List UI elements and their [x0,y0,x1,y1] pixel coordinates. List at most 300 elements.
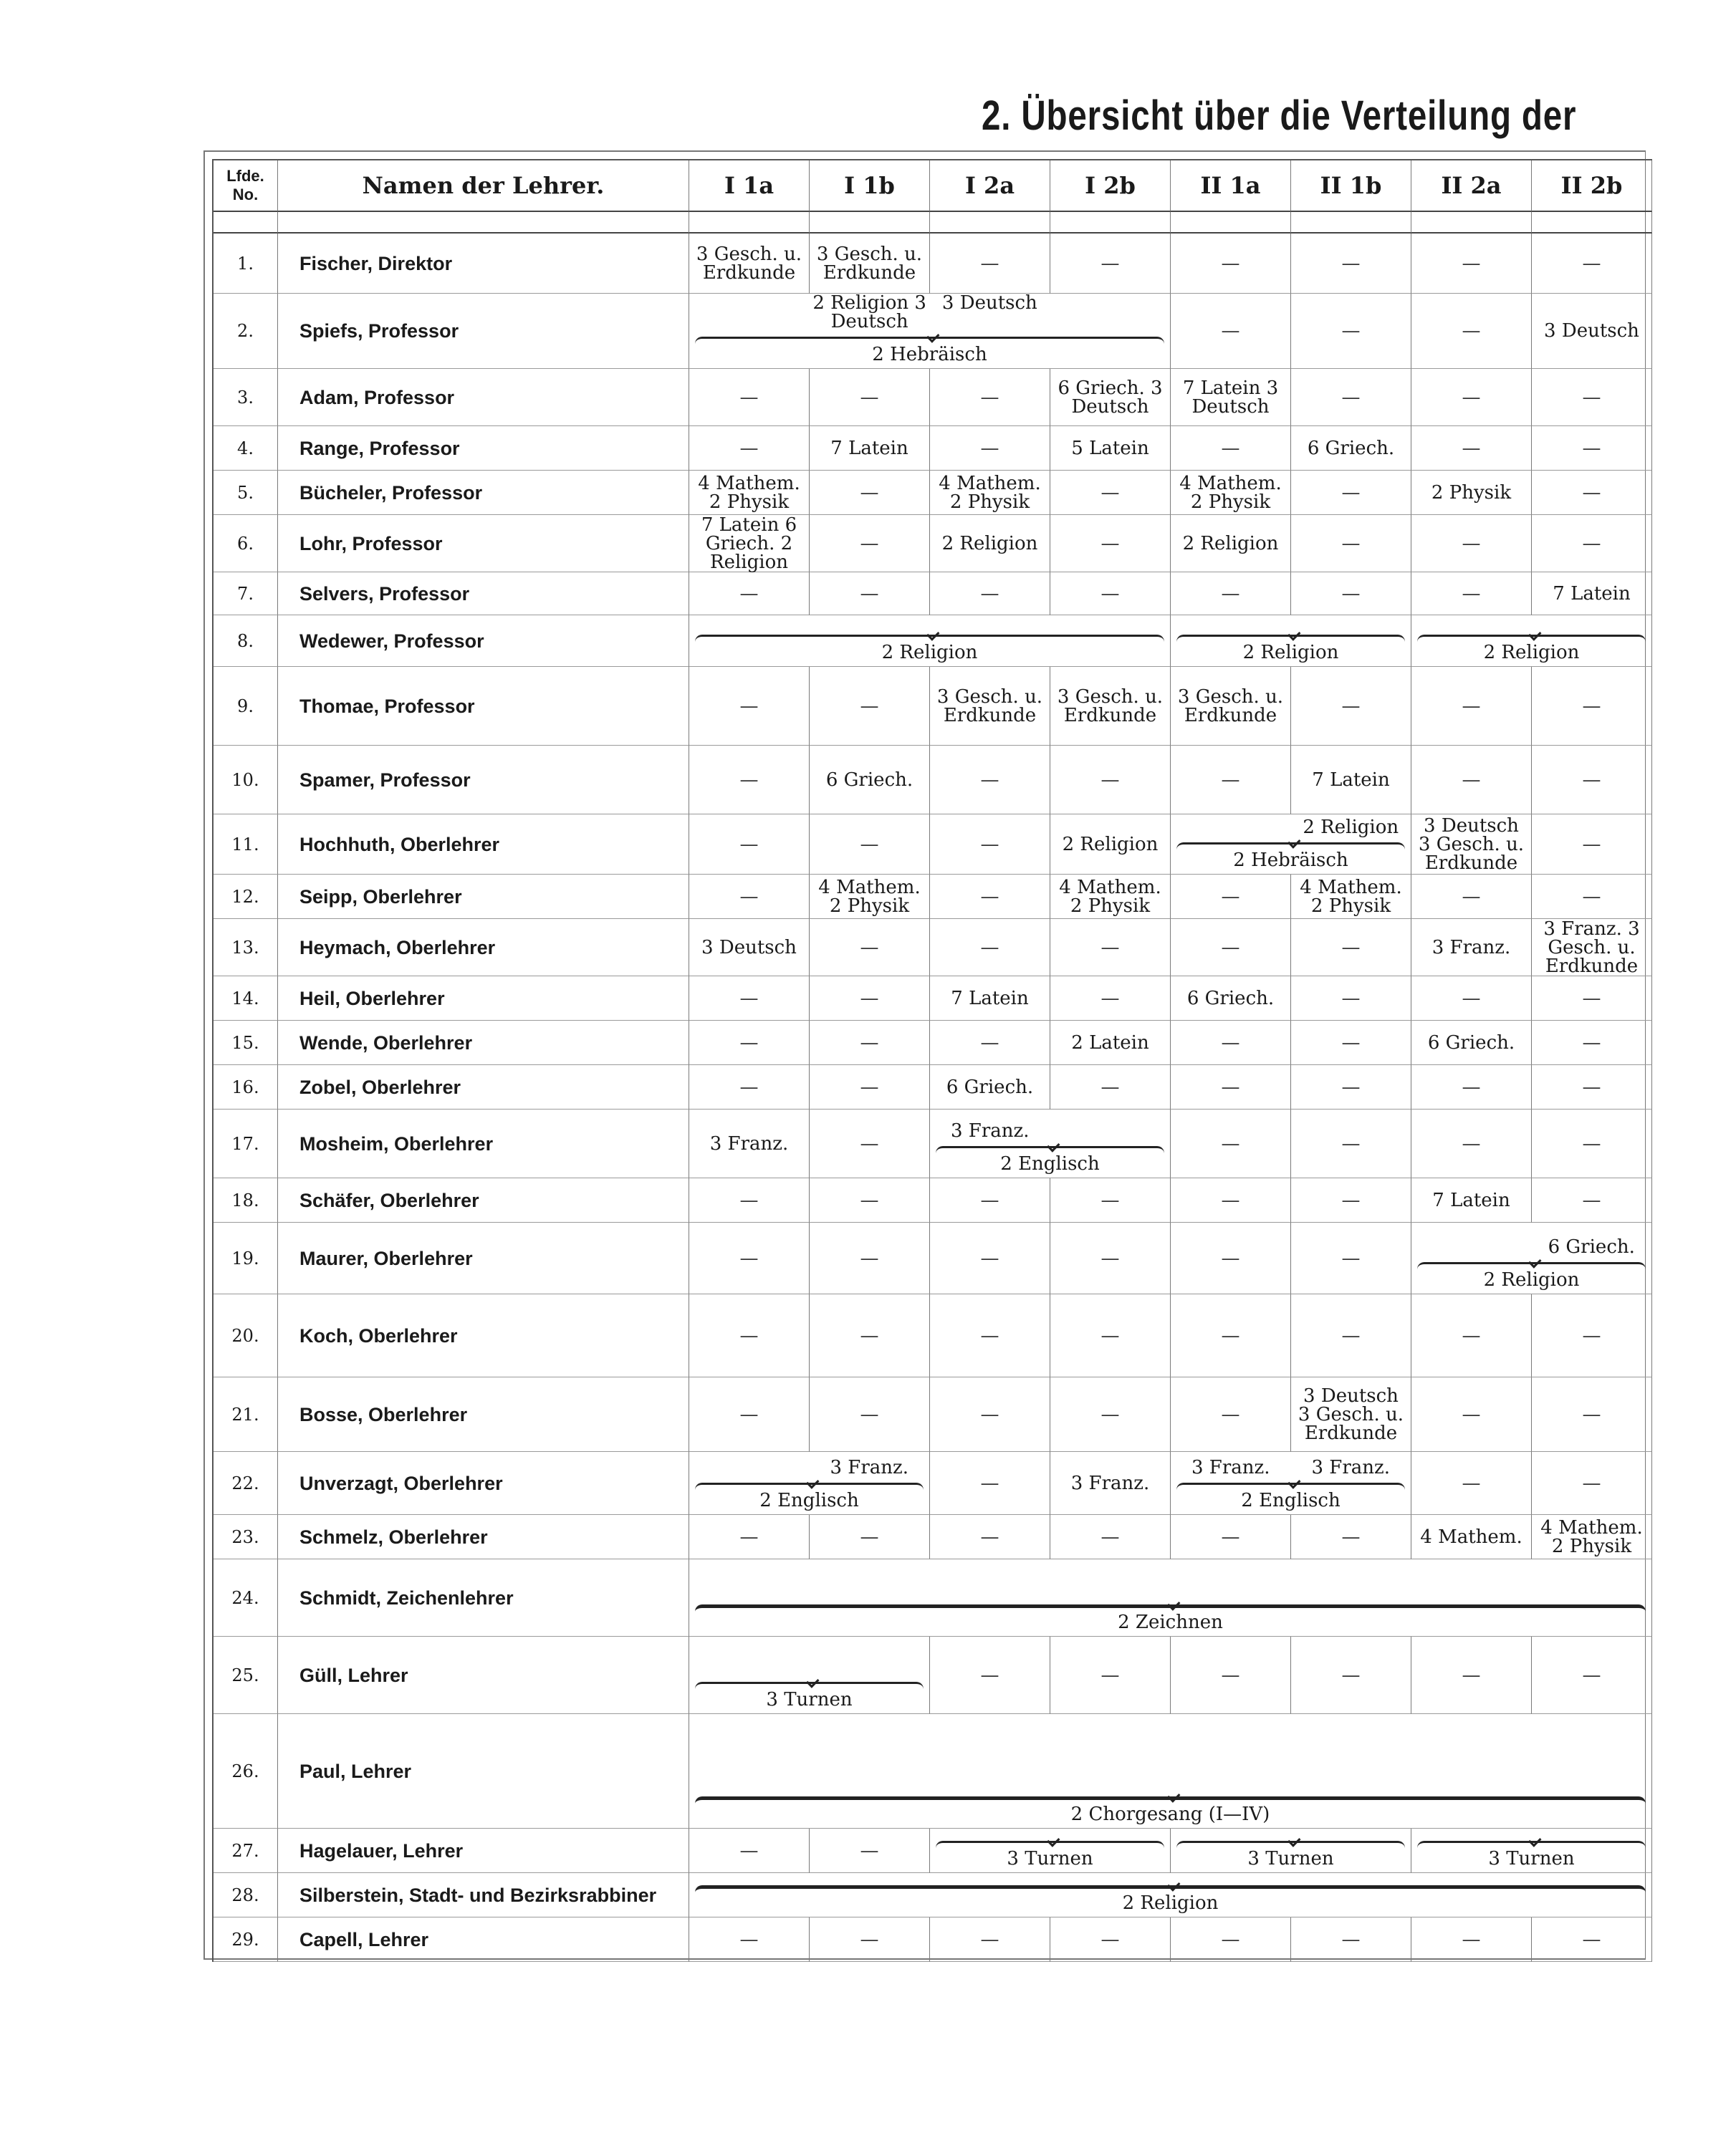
table-cell [1171,515,1291,572]
empty-dash-cell-text: — [980,936,999,958]
empty-dash-cell-text: — [1582,1472,1601,1494]
teacher-name-text: Bosse, Oberlehrer [299,1403,468,1425]
page-title: 2. Übersicht über die Verteilung der [982,92,1577,139]
row-number-text: 22. [231,1473,259,1493]
teacher-name [278,234,689,294]
table-cell [689,471,810,515]
spacer-cell [1171,212,1291,234]
empty-dash-cell [1050,976,1171,1021]
teacher-name [278,1110,689,1178]
empty-dash-cell [810,1110,930,1178]
empty-dash-cell [930,1021,1050,1065]
table-cell-text: 4 Mathem. 2 Physik [698,472,800,513]
spacer-cell [1411,212,1532,234]
sub-subject-text: 3 Franz. [1311,1457,1390,1478]
empty-dash-cell [810,515,930,572]
empty-dash-cell [1411,1637,1532,1714]
empty-dash-cell-text: — [1221,1189,1240,1211]
empty-dash-cell [810,1223,930,1294]
row-number-text: 12. [231,886,259,907]
empty-dash-cell [1411,667,1532,746]
distribution-table [212,159,1652,1962]
spacer-cell [1050,212,1171,234]
teacher-name-text: Silberstein, Stadt- und Bezirksrabbiner [299,1884,657,1906]
column-header-no [214,160,278,212]
row-number [214,746,278,814]
braced-subject-text: 3 Turnen [766,1689,853,1710]
curly-brace [1176,1478,1405,1488]
teacher-name-text: Bücheler, Professor [299,481,483,504]
empty-dash-cell-text: — [980,885,999,908]
braced-subject-cell [689,1452,930,1515]
empty-dash-cell [689,875,810,919]
empty-dash-cell-text: — [980,1031,999,1054]
column-header-class [810,160,930,212]
empty-dash-cell-text: — [980,1403,999,1425]
table-cell-text: 7 Latein [830,437,908,459]
table-cell-text: 7 Latein 3 Deutsch [1182,377,1279,418]
sub-subject-text [689,294,810,331]
braced-subject-cell [1411,615,1652,667]
empty-dash-cell-text: — [860,1403,879,1425]
empty-dash-cell [1291,1515,1411,1559]
empty-dash-cell-text: — [1582,1189,1601,1211]
empty-dash-cell [1532,515,1652,572]
empty-dash-cell [1532,471,1652,515]
empty-dash-cell-text: — [739,1189,759,1211]
row-number [214,976,278,1021]
braced-subject-cell [930,1110,1171,1178]
teacher-name [278,667,689,746]
table-cell-text: 7 Latein [951,987,1029,1009]
empty-dash-cell-text: — [1462,386,1481,408]
empty-dash-cell [930,369,1050,426]
empty-dash-cell-text: — [1221,936,1240,958]
empty-dash-cell-text: — [1582,987,1601,1009]
sub-subject-text [689,1458,810,1477]
empty-dash-cell [1532,369,1652,426]
row-number [214,1515,278,1559]
table-cell-text: 3 Deutsch [1544,320,1639,342]
empty-dash-cell [930,1178,1050,1223]
empty-dash-cell-text: — [1582,1031,1601,1054]
table-cell-text: 6 Griech. [825,769,913,791]
empty-dash-cell-text: — [1462,532,1481,554]
empty-dash-cell [1532,875,1652,919]
empty-dash-cell [1532,1021,1652,1065]
empty-dash-cell-text: — [1100,1664,1120,1686]
empty-dash-cell-text: — [1341,320,1361,342]
table-cell-text: 4 Mathem. 2 Physik [1059,876,1161,917]
braced-subject-cell [1171,615,1411,667]
braced-subject-text: 2 Religion [1242,642,1339,663]
empty-dash-cell [1291,369,1411,426]
empty-dash-cell [810,1065,930,1110]
empty-dash-cell-text: — [1462,1324,1481,1347]
row-number [214,294,278,369]
empty-dash-cell [1291,515,1411,572]
empty-dash-cell [1171,1637,1291,1714]
empty-dash-cell [1171,1065,1291,1110]
empty-dash-cell [810,369,930,426]
empty-dash-cell [1171,919,1291,976]
empty-dash-cell-text: — [1582,437,1601,459]
column-header-class-text: I 1a [724,172,775,199]
empty-dash-cell [810,1917,930,1962]
empty-dash-cell [930,1452,1050,1515]
table-cell [689,1110,810,1178]
empty-dash-cell [1050,1917,1171,1962]
table-cell [1171,471,1291,515]
table-cell [1411,1178,1532,1223]
table-cell [1411,1021,1532,1065]
table-cell-text: 4 Mathem. 2 Physik [1540,1516,1643,1557]
empty-dash-cell-text: — [1341,1247,1361,1269]
table-cell [1532,294,1652,369]
empty-dash-cell [1171,234,1291,294]
teacher-name-text: Fischer, Direktor [299,252,453,274]
table-cell [689,919,810,976]
table-cell [810,426,930,471]
table-cell-text: 4 Mathem. 2 Physik [1179,472,1282,513]
empty-dash-cell [810,1021,930,1065]
row-number [214,667,278,746]
empty-dash-cell [930,234,1050,294]
table-cell [1050,1021,1171,1065]
row-number [214,1559,278,1637]
row-number-text: 4. [237,438,254,458]
empty-dash-cell-text: — [980,1189,999,1211]
empty-dash-cell [689,369,810,426]
empty-dash-cell-text: — [1341,1031,1361,1054]
teacher-name-text: Heil, Oberlehrer [299,987,445,1009]
empty-dash-cell-text: — [1582,252,1601,274]
table-cell-text: 2 Religion [1182,532,1279,554]
empty-dash-cell-text: — [980,1324,999,1347]
empty-dash-cell-text: — [860,386,879,408]
row-number-text: 8. [237,630,254,651]
empty-dash-cell-text: — [860,833,879,855]
empty-dash-cell [1411,976,1532,1021]
table-cell-text: 6 Griech. [1427,1031,1515,1054]
teacher-name [278,1714,689,1829]
table-cell [930,515,1050,572]
empty-dash-cell [1291,1917,1411,1962]
teacher-name [278,471,689,515]
empty-dash-cell [689,746,810,814]
column-header-class-text: II 1b [1320,172,1382,199]
teacher-name-text: Paul, Lehrer [299,1760,412,1782]
empty-dash-cell [1050,515,1171,572]
table-cell-text: 5 Latein [1071,437,1149,459]
braced-subject-text: 2 Zeichnen [1118,1612,1223,1633]
empty-dash-cell-text: — [1462,885,1481,908]
braced-subject-cell [689,294,1171,369]
empty-dash-cell [1411,1377,1532,1452]
empty-dash-cell-text: — [739,1031,759,1054]
row-number-text: 2. [237,321,254,341]
empty-dash-cell-text: — [980,1247,999,1269]
empty-dash-cell-text: — [1462,320,1481,342]
braced-subject-text: 2 Chorgesang (I—IV) [1070,1804,1270,1825]
empty-dash-cell-text: — [980,252,999,274]
row-number [214,1452,278,1515]
row-number-text: 27. [231,1840,259,1861]
table-cell [1532,919,1652,976]
empty-dash-cell [1291,1223,1411,1294]
row-number-text: 11. [231,834,259,855]
table-cell-text: 3 Deutsch 3 Gesch. u. Erdkunde [1418,814,1525,874]
empty-dash-cell [1171,746,1291,814]
empty-dash-cell-text: — [1462,582,1481,605]
empty-dash-cell [689,1178,810,1223]
empty-dash-cell [1050,1065,1171,1110]
teacher-name-text: Schmidt, Zeichenlehrer [299,1587,514,1609]
braced-subject-cell [689,615,1171,667]
empty-dash-cell [810,1294,930,1377]
empty-dash-cell-text: — [1100,1526,1120,1548]
empty-dash-cell-text: — [860,1132,879,1155]
empty-dash-cell [1291,1021,1411,1065]
empty-dash-cell [1171,572,1291,615]
empty-dash-cell-text: — [1100,252,1120,274]
row-number-text: 1. [237,253,254,274]
table-cell [1411,814,1532,875]
table-cell [689,234,810,294]
curly-brace [695,1600,1646,1610]
empty-dash-cell-text: — [1341,481,1361,504]
table-cell [1291,1377,1411,1452]
empty-dash-cell-text: — [1582,1928,1601,1950]
empty-dash-cell-text: — [1462,1472,1481,1494]
empty-dash-cell-text: — [1341,252,1361,274]
empty-dash-cell [1291,1110,1411,1178]
empty-dash-cell [1532,976,1652,1021]
table-cell [1171,667,1291,746]
braced-subject-cell [689,1559,1652,1637]
empty-dash-cell-text: — [1582,885,1601,908]
table-cell [810,875,930,919]
row-number [214,1714,278,1829]
empty-dash-cell [1171,426,1291,471]
table-cell-text: 3 Gesch. u. Erdkunde [696,243,802,284]
row-number-text: 16. [231,1077,259,1097]
table-cell-text: 3 Deutsch [701,936,797,958]
empty-dash-cell-text: — [739,1076,759,1098]
empty-dash-cell-text: — [739,987,759,1009]
teacher-name-text: Unverzagt, Oberlehrer [299,1472,503,1494]
teacher-name-text: Wende, Oberlehrer [299,1031,473,1054]
row-number-text: 25. [231,1665,259,1685]
curly-brace [695,630,1164,640]
empty-dash-cell-text: — [860,1928,879,1950]
table-cell-text: 7 Latein [1312,769,1390,791]
empty-dash-cell-text: — [1582,532,1601,554]
empty-dash-cell-text: — [1462,1403,1481,1425]
row-number [214,1377,278,1452]
empty-dash-cell [930,1515,1050,1559]
empty-dash-cell-text: — [1341,1928,1361,1950]
empty-dash-cell [1411,369,1532,426]
spacer-cell [810,212,930,234]
table-cell-text: 7 Latein [1432,1189,1510,1211]
empty-dash-cell [1411,1065,1532,1110]
teacher-name-text: Zobel, Oberlehrer [299,1076,461,1098]
empty-dash-cell-text: — [739,695,759,717]
empty-dash-cell [930,1223,1050,1294]
empty-dash-cell-text: — [1462,1664,1481,1686]
braced-subject-text: 2 Englisch [1000,1153,1100,1175]
empty-dash-cell-text: — [1100,936,1120,958]
teacher-name [278,294,689,369]
row-number-text: 3. [237,387,254,408]
teacher-name [278,1178,689,1223]
empty-dash-cell [1291,234,1411,294]
empty-dash-cell [1291,976,1411,1021]
row-number [214,234,278,294]
sub-subject-text: 6 Griech. [1548,1236,1635,1258]
empty-dash-cell-text: — [980,1472,999,1494]
empty-dash-cell [1050,746,1171,814]
empty-dash-cell-text: — [980,386,999,408]
empty-dash-cell [1532,667,1652,746]
table-cell-text: 7 Latein 6 Griech. 2 Religion [701,514,797,573]
teacher-name [278,1829,689,1873]
empty-dash-cell-text: — [1462,1076,1481,1098]
empty-dash-cell [1171,1377,1291,1452]
empty-dash-cell-text: — [1221,1526,1240,1548]
teacher-name [278,572,689,615]
empty-dash-cell-text: — [860,1076,879,1098]
empty-dash-cell-text: — [1100,1324,1120,1347]
sub-subject-text: 3 Franz. [1191,1457,1270,1478]
empty-dash-cell [1532,1294,1652,1377]
teacher-name-text: Mosheim, Oberlehrer [299,1132,494,1155]
empty-dash-cell-text: — [1100,1076,1120,1098]
empty-dash-cell-text: — [1341,936,1361,958]
empty-dash-cell-text: — [860,936,879,958]
row-number-text: 9. [237,696,254,716]
empty-dash-cell [1171,1110,1291,1178]
empty-dash-cell-text: — [1100,582,1120,605]
table-cell-text: 3 Gesch. u. Erdkunde [936,685,1043,726]
empty-dash-cell-text: — [1221,582,1240,605]
braced-subject-text: 2 Religion [881,642,978,663]
teacher-name-text: Heymach, Oberlehrer [299,936,496,958]
empty-dash-cell [1532,1065,1652,1110]
curly-brace [1417,1837,1646,1847]
empty-dash-cell-text: — [1462,987,1481,1009]
empty-dash-cell-text: — [860,1189,879,1211]
empty-dash-cell [1411,426,1532,471]
empty-dash-cell [810,1829,930,1873]
column-header-class [930,160,1050,212]
empty-dash-cell-text: — [1582,1132,1601,1155]
row-number-text: 5. [237,482,254,503]
teacher-name [278,1294,689,1377]
empty-dash-cell [930,919,1050,976]
empty-dash-cell-text: — [860,1839,879,1862]
column-header-class-text: II 1a [1200,172,1261,199]
teacher-name-text: Maurer, Oberlehrer [299,1247,473,1269]
table-cell [1050,814,1171,875]
row-number [214,1917,278,1962]
teacher-name [278,976,689,1021]
empty-dash-cell-text: — [1341,1324,1361,1347]
teacher-name [278,814,689,875]
row-number [214,1110,278,1178]
row-number [214,919,278,976]
empty-dash-cell [1291,919,1411,976]
teacher-name [278,1515,689,1559]
empty-dash-cell [689,667,810,746]
empty-dash-cell [930,875,1050,919]
empty-dash-cell [1291,667,1411,746]
sub-subject-text [1171,818,1291,837]
empty-dash-cell [1171,1223,1291,1294]
empty-dash-cell [1532,1377,1652,1452]
empty-dash-cell [1411,875,1532,919]
column-header-class [689,160,810,212]
empty-dash-cell [1050,1515,1171,1559]
table-cell [810,234,930,294]
empty-dash-cell-text: — [860,532,879,554]
empty-dash-cell-text: — [1221,1031,1240,1054]
empty-dash-cell-text: — [1100,532,1120,554]
empty-dash-cell [689,1021,810,1065]
empty-dash-cell-text: — [1100,481,1120,504]
empty-dash-cell [1411,1294,1532,1377]
braced-subject-text: 3 Turnen [1007,1848,1093,1869]
sub-subject-text: 2 Religion 3 Deutsch [812,292,926,332]
empty-dash-cell [930,572,1050,615]
teacher-name [278,1065,689,1110]
table-cell-text: 3 Franz. [709,1132,789,1155]
teacher-name [278,1917,689,1962]
teacher-name-text: Thomae, Professor [299,695,475,717]
empty-dash-cell [1291,1294,1411,1377]
table-cell [689,515,810,572]
row-number [214,1829,278,1873]
empty-dash-cell [1291,572,1411,615]
teacher-name [278,746,689,814]
empty-dash-cell-text: — [980,769,999,791]
empty-dash-cell-text: — [1100,987,1120,1009]
empty-dash-cell [930,1377,1050,1452]
column-header-class-text: II 2b [1560,172,1623,199]
empty-dash-cell [689,1515,810,1559]
empty-dash-cell-text: — [1221,1132,1240,1155]
table-cell-text: 2 Physik [1431,481,1512,504]
row-number [214,1065,278,1110]
spacer-cell [1291,212,1411,234]
empty-dash-cell [1411,294,1532,369]
empty-dash-cell [1050,572,1171,615]
empty-dash-cell-text: — [739,1839,759,1862]
table-cell [1411,1515,1532,1559]
empty-dash-cell-text: — [1341,532,1361,554]
row-number [214,471,278,515]
table-cell [930,667,1050,746]
empty-dash-cell-text: — [860,1324,879,1347]
empty-dash-cell [1050,1294,1171,1377]
empty-dash-cell [810,1377,930,1452]
empty-dash-cell [1532,1637,1652,1714]
row-number-text: 28. [231,1885,259,1905]
braced-subject-text: 3 Turnen [1247,1848,1334,1869]
empty-dash-cell [689,426,810,471]
table-cell-text: 3 Gesch. u. Erdkunde [816,243,923,284]
